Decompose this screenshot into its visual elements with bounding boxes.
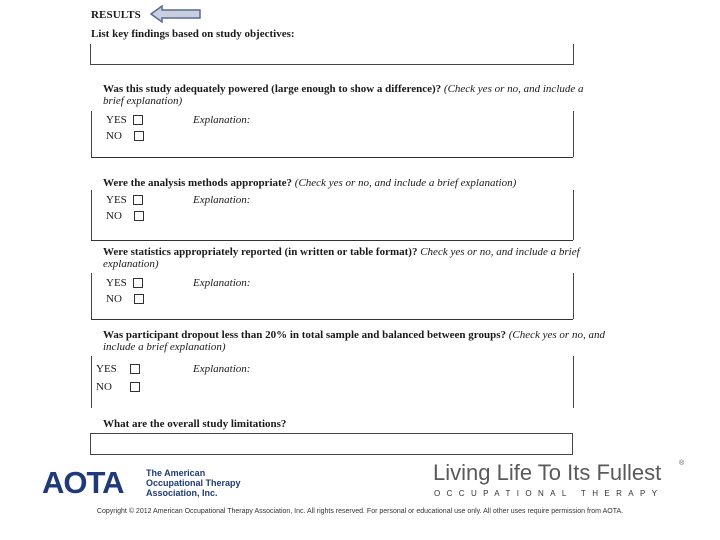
q4-yes-checkbox[interactable]: [130, 364, 140, 374]
aota-logo: [40, 466, 280, 500]
q2-no-checkbox[interactable]: [134, 211, 144, 221]
limitations-label: What are the overall study limitations?: [103, 418, 287, 430]
copyright-notice: Copyright © 2012 American Occupational Therapy Association, Inc. All rights reserved. For personal or educational use only. All other uses require permission from AOTA.: [96, 508, 624, 515]
tagline: Living Life To Its Fullest: [433, 460, 662, 485]
no-label: NO: [106, 293, 122, 305]
yes-label: YES: [96, 363, 117, 375]
q3-yes-checkbox[interactable]: [133, 278, 143, 288]
divider: [91, 319, 573, 320]
q1-no-checkbox[interactable]: [134, 131, 144, 141]
question-2-text: Were the analysis methods appropriate? (Check yes or no, and include a brief explanation): [103, 177, 517, 189]
question-1-box: [91, 111, 574, 157]
divider: [91, 240, 573, 241]
yes-label: YES: [106, 277, 127, 289]
limitations-field[interactable]: [90, 433, 573, 455]
q1-yes-checkbox[interactable]: [133, 115, 143, 125]
results-heading: RESULTS: [91, 9, 141, 21]
yes-label: YES: [106, 194, 127, 206]
back-arrow-icon[interactable]: [150, 5, 202, 23]
key-findings-label: List key findings based on study objectives:: [91, 28, 295, 40]
question-3-box: [91, 273, 574, 319]
no-label: NO: [96, 381, 112, 393]
tagline-sub: OCCUPATIONAL THERAPY: [434, 489, 664, 498]
question-1-text: Was this study adequately powered (large enough to show a difference)? (Check yes or no, and include a brief explanation): [103, 83, 584, 107]
q2-yes-row[interactable]: [106, 194, 143, 206]
divider: [91, 157, 573, 158]
no-label: NO: [106, 130, 122, 142]
q3-no-checkbox[interactable]: [134, 294, 144, 304]
q2-yes-checkbox[interactable]: [133, 195, 143, 205]
q1-no-row[interactable]: [106, 130, 144, 142]
q2-explanation-label: Explanation:: [193, 194, 251, 206]
q4-explanation-label: Explanation:: [193, 363, 251, 375]
yes-label: YES: [106, 114, 127, 126]
key-findings-field[interactable]: [90, 44, 574, 65]
q4-yes-row[interactable]: [96, 363, 140, 375]
q1-explanation-label: Explanation:: [193, 114, 251, 126]
q3-no-row[interactable]: [106, 293, 144, 305]
question-4-box: [91, 356, 574, 408]
q3-explanation-label: Explanation:: [193, 277, 251, 289]
q1-yes-row[interactable]: [106, 114, 143, 126]
registered-mark: ®: [679, 460, 685, 467]
no-label: NO: [106, 210, 122, 222]
q2-no-row[interactable]: [106, 210, 144, 222]
q4-no-checkbox[interactable]: [130, 382, 140, 392]
q3-yes-row[interactable]: [106, 277, 143, 289]
question-4-text: Was participant dropout less than 20% in total sample and balanced between groups? (Check yes or no, and include a brief explanation): [103, 329, 605, 353]
question-2-box: [91, 190, 574, 240]
question-3-text: Were statistics appropriately reported (in written or table format)? Check yes or no, and include a brief explanation): [103, 246, 580, 270]
aota-org-name: The American Occupational Therapy Association, Inc.: [146, 468, 241, 498]
q4-no-row[interactable]: [96, 381, 140, 393]
aota-wordmark: AOTA: [42, 465, 124, 500]
